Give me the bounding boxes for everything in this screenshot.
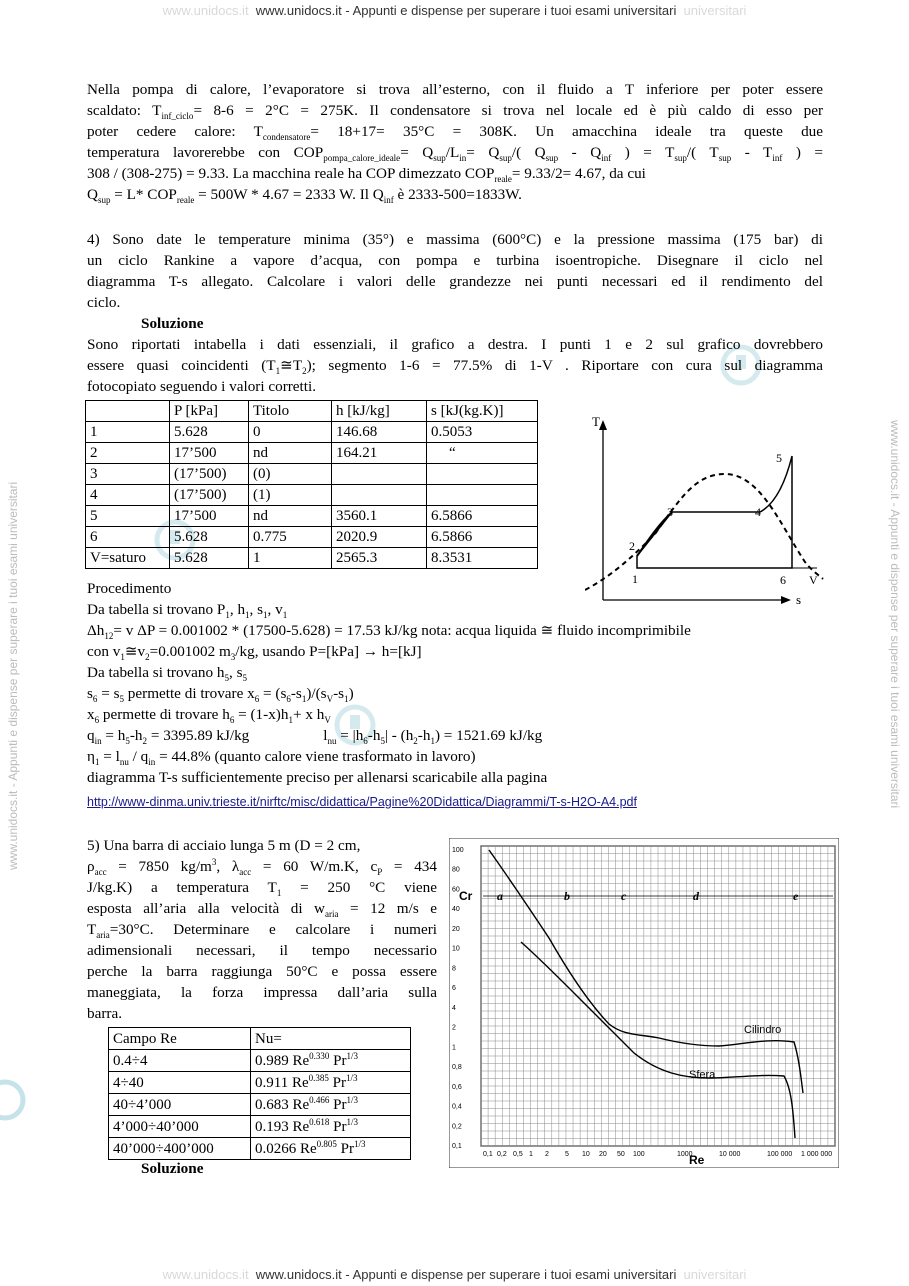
procedure-line-6: $x_6$ permette di trovare $h_6 = (1-x)h_1+ x$ $h_V$ xyxy=(87,706,331,726)
x-tick-label: 0,5 xyxy=(513,1151,523,1158)
ex5-line-3: J/kg.K) a temperatura $T_1 = 250$ °C viene xyxy=(87,879,437,899)
ex5-line-9: barra. xyxy=(87,1005,122,1022)
table-header-cell: P [kPa] xyxy=(170,401,249,422)
region-label-c: c xyxy=(621,889,627,903)
table-row xyxy=(86,485,538,506)
point-label-v: V xyxy=(809,573,818,587)
table-cell: 4÷40 xyxy=(109,1072,251,1094)
y-tick-label: 0,4 xyxy=(452,1103,462,1111)
rankine-table xyxy=(85,400,538,569)
sphere-label: Sfera xyxy=(689,1069,716,1081)
table-cell: 164.21 xyxy=(332,443,427,464)
t-axis-arrow-icon xyxy=(599,420,607,430)
y-tick-label: 80 xyxy=(452,866,460,874)
table-cell: 5 xyxy=(86,506,170,527)
ex5-line-5: $T_{aria}=30^\circ C$. Determinare e calcolare i numeri xyxy=(87,921,437,941)
table-cell: 0.4÷4 xyxy=(109,1050,251,1072)
table-cell: 5.628 xyxy=(170,548,249,569)
intro-line-1: Nella pompa di calore, l’evaporatore si trova all’esterno, con il fluido a T inferiore per poter essere xyxy=(87,81,823,98)
table-cell: 6.5866 xyxy=(427,506,538,527)
point-label-3: 3 xyxy=(667,505,673,519)
intro-line-4: temperatura lavorerebbe con $COP_{pompa\_calore\_ideale}= Q_{sup}/L_{in}= Q_{sup}/$( $Q_{sup} - Q_{inf}$ ) = $T_{sup}/$( $T_{sup} - T_{inf}$ ) = xyxy=(87,144,824,164)
table-header-row xyxy=(86,401,538,422)
table-row xyxy=(109,1116,411,1138)
intro-line-2: scaldato: $T_{inf\_ciclo}= 8-6 = 2^\circ C = 275K$. Il condensatore si trova nel locale ed è più caldo di esso per xyxy=(87,102,824,122)
ex5-question xyxy=(87,835,437,1024)
table-row xyxy=(86,422,538,443)
table-cell: 1 xyxy=(86,422,170,443)
y-axis-label: Cr xyxy=(459,889,473,903)
table-cell xyxy=(427,464,538,485)
table-cell: 4’000÷40’000 xyxy=(109,1116,251,1138)
table-cell: (17’500) xyxy=(170,485,249,506)
table-cell: 1 xyxy=(249,548,332,569)
drag-coefficient-chart xyxy=(449,838,839,1168)
table-cell: 3 xyxy=(86,464,170,485)
table-cell: 146.68 xyxy=(332,422,427,443)
intro-line-3: poter cedere calore: $T_{condensatore}= 18+17= 35^\circ C = 308K$. Un amacchina ideale tra queste due xyxy=(87,123,823,143)
footer-text: www.unidocs.it - Appunti e dispense per superare i tuoi esami universitari xyxy=(255,1267,677,1282)
y-tick-label: 2 xyxy=(452,1024,456,1032)
table-row xyxy=(86,464,538,485)
region-label-e: e xyxy=(793,889,799,903)
y-tick-label: 40 xyxy=(452,906,460,914)
x-tick-label: 5 xyxy=(565,1151,569,1158)
x-tick-label: 10 000 xyxy=(719,1151,741,1158)
unidocs-logo-icon xyxy=(0,1070,30,1130)
y-tick-label: 0,6 xyxy=(452,1083,462,1091)
intro-paragraph xyxy=(87,79,823,205)
procedure-line-2: $\Delta h_{12}= v$ ΔP = 0.001002 * (17500-5.628) = 17.53 kJ/kg nota: acqua liquida ≅ fluido incomprimibile xyxy=(87,622,691,642)
y-tick-label: 0,1 xyxy=(452,1143,462,1150)
y-tick-label: 100 xyxy=(452,847,464,854)
x-tick-label: 20 xyxy=(599,1151,607,1158)
region-label-a: a xyxy=(497,889,503,903)
procedure-line-7: $q_{in} = h_5-h_2 = 3395.89$ kJ/kg $l_{nu} = |h_6-h_5| - (h_2-h_1) = 1521.69$ kJ/kg xyxy=(87,727,543,747)
y-tick-label: 6 xyxy=(452,985,456,993)
table-cell: 8.3531 xyxy=(427,548,538,569)
table-row xyxy=(86,506,538,527)
y-tick-label: 10 xyxy=(452,945,460,953)
nusselt-table xyxy=(108,1027,411,1160)
ex5-line-4: esposta all’aria alla velocità di $w_{aria} = 12$ m/s e xyxy=(87,900,438,920)
table-cell: 3560.1 xyxy=(332,506,427,527)
ex4-question xyxy=(87,229,823,313)
table-header-cell: h [kJ/kg] xyxy=(332,401,427,422)
table-header-cell: Campo Re xyxy=(109,1028,251,1050)
table-cell: 5.628 xyxy=(170,527,249,548)
ex5-line-2: $\rho_{acc} = 7850$ $kg/m^3$, $\lambda_{acc} = 60$ W/m.K, $c_P = 434$ xyxy=(87,856,437,878)
ex4-solution-text xyxy=(87,334,823,397)
ex4-procedure xyxy=(87,578,827,788)
table-cell: (1) xyxy=(249,485,332,506)
ex5-line-1: 5) Una barra di acciaio lunga 5 m (D = 2 cm, xyxy=(87,837,361,854)
table-header-cell: Titolo xyxy=(249,401,332,422)
table-cell: 0.5053 xyxy=(427,422,538,443)
x-tick-label: 2 xyxy=(545,1151,549,1158)
t-axis-label: T xyxy=(592,414,600,429)
intro-line-6: $Q_{sup} = L*$ $COP_{reale} = 500W * 4.67 = 2333$ W. Il $Q_{inf}$ è 2333-500=1833W. xyxy=(87,186,522,206)
ex4-s-line-2: essere quasi coincidenti $(T_1≅T_2)$; segmento 1-6 = 77.5% di 1-V . Riportare con cura sul diagramma xyxy=(87,357,823,377)
x-tick-label: 1 000 000 xyxy=(801,1151,833,1158)
table-cell: 0.911 $Re^{0.385}$ $Pr^{1/3}$ xyxy=(251,1072,411,1094)
table-cell: 17’500 xyxy=(170,506,249,527)
ex4-q-line-1: 4) Sono date le temperature minima (35°) e massima (600°C) e la pressione massima (175 bar) di xyxy=(87,231,823,248)
ex5-line-7: perche la barra raggiunga 50°C e possa essere xyxy=(87,963,437,980)
s-axis-label: s xyxy=(796,592,802,607)
table-cell: 4 xyxy=(86,485,170,506)
x-tick-label: 0,1 xyxy=(483,1151,493,1158)
table-cell: 5.628 xyxy=(170,422,249,443)
table-cell: 0.0266 $Re^{0.805}$ $Pr^{1/3}$ xyxy=(251,1138,411,1160)
region-label-d: d xyxy=(693,889,699,903)
table-cell: 40’000÷400’000 xyxy=(109,1138,251,1160)
procedure-line-3: con $v_1≅v_2=0.001002$ $m_3/kg$, usando P=[kPa] → h=[kJ] xyxy=(87,643,422,663)
table-cell: nd xyxy=(249,443,332,464)
table-cell: 2565.3 xyxy=(332,548,427,569)
ts-diagram-download-link[interactable]: http://www-dinma.univ.trieste.it/nirftc/misc/didattica/Pagine%20Didattica/Diagrammi/T-s-H2O-A4.pdf xyxy=(87,795,637,809)
cylinder-label: Cilindro xyxy=(744,1024,782,1036)
point-label-1: 1 xyxy=(632,572,638,586)
left-side-watermark: www.unidocs.it - Appunti e dispense per superare i tuoi esami universitari xyxy=(6,481,20,870)
procedure-title: Procedimento xyxy=(87,580,172,597)
x-tick-label: 50 xyxy=(617,1151,625,1158)
header-text: www.unidocs.it - Appunti e dispense per superare i tuoi esami universitari xyxy=(255,3,677,18)
chart-grid xyxy=(481,846,835,1146)
x-tick-label: 100 xyxy=(633,1151,645,1158)
y-tick-label: 8 xyxy=(452,965,456,973)
table-cell: nd xyxy=(249,506,332,527)
x-tick-label: 10 xyxy=(582,1151,590,1158)
table-row xyxy=(86,527,538,548)
y-tick-label: 4 xyxy=(452,1004,456,1012)
table-row xyxy=(109,1050,411,1072)
procedure-line-9: diagramma T-s sufficientemente preciso per allenarsi scaricabile alla pagina xyxy=(87,769,548,786)
y-tick-label: 0,8 xyxy=(452,1064,462,1072)
ex4-s-line-3: fotocopiato seguendo i valori corretti. xyxy=(87,378,317,395)
point-label-6: 6 xyxy=(780,573,786,587)
x-tick-label: 1000 xyxy=(677,1151,693,1158)
procedure-line-4: Da tabella si trovano $h_5$, $s_5$ xyxy=(87,664,248,684)
ex4-s-line-1: Sono riportati intabella i dati essenziali, il grafico a destra. I punti 1 e 2 sul grafico dovrebbero xyxy=(87,336,823,353)
right-side-watermark: www.unidocs.it - Appunti e dispense per superare i tuoi esami universitari xyxy=(888,420,902,809)
table-header-cell: s [kJ(kg.K)] xyxy=(427,401,538,422)
table-cell: 6.5866 xyxy=(427,527,538,548)
table-header-cell: Nu= xyxy=(251,1028,411,1050)
table-cell xyxy=(332,485,427,506)
table-cell: 0.193 $Re^{0.618}$ $Pr^{1/3}$ xyxy=(251,1116,411,1138)
table-cell: 17’500 xyxy=(170,443,249,464)
table-cell: (17’500) xyxy=(170,464,249,485)
intro-line-5: 308 / (308-275) = 9.33. La macchina reale ha COP dimezzato $COP_{reale}= 9.33/2= 4.67$, da cui xyxy=(87,165,646,185)
table-cell: “ xyxy=(427,443,538,464)
table-row xyxy=(86,443,538,464)
page-footer xyxy=(0,1264,909,1286)
table-row xyxy=(109,1138,411,1160)
table-row xyxy=(86,548,538,569)
region-label-b: b xyxy=(564,889,570,903)
table-row xyxy=(109,1094,411,1116)
page-header xyxy=(0,0,909,22)
ex5-line-8: maneggiata, la forza impressa dall’aria sulla xyxy=(87,984,437,1001)
ex4-q-line-4: ciclo. xyxy=(87,294,121,311)
footer-ghost-right: universitari xyxy=(676,1267,747,1282)
table-header-row xyxy=(109,1028,411,1050)
table-cell: 2 xyxy=(86,443,170,464)
table-cell: 0.683 $Re^{0.466}$ $Pr^{1/3}$ xyxy=(251,1094,411,1116)
table-cell: 0.989 $Re^{0.330}$ $Pr^{1/3}$ xyxy=(251,1050,411,1072)
procedure-line-8: $\eta_1 = l_{nu} / q_{in} = 44.8\%$ (quanto calore viene trasformato in lavoro) xyxy=(87,748,476,768)
ex5-solution-heading: Soluzione xyxy=(141,1160,204,1177)
y-tick-label: 20 xyxy=(452,925,460,933)
table-row xyxy=(109,1072,411,1094)
header-ghost-right: universitari xyxy=(676,3,747,18)
table-cell: 0 xyxy=(249,422,332,443)
table-cell: 6 xyxy=(86,527,170,548)
table-cell: V=saturo xyxy=(86,548,170,569)
y-tick-label: 0,2 xyxy=(452,1123,462,1131)
x-axis-label: Re xyxy=(689,1153,705,1167)
table-header-cell xyxy=(86,401,170,422)
y-tick-label: 1 xyxy=(452,1044,456,1052)
table-cell: 2020.9 xyxy=(332,527,427,548)
x-tick-label: 100 000 xyxy=(767,1151,793,1158)
rankine-cycle xyxy=(637,456,792,568)
x-tick-label: 0,2 xyxy=(497,1151,507,1158)
ex5-line-6: adimensionali necessari, il tempo necessario xyxy=(87,942,437,959)
saturation-dome xyxy=(585,474,823,590)
ex4-q-line-2: un ciclo Rankine a vapore d’acqua, con pompa e turbina isoentropiche. Disegnare il ciclo nel xyxy=(87,252,823,269)
ex4-solution-heading: Soluzione xyxy=(141,315,204,332)
header-ghost: www.unidocs.it xyxy=(162,3,256,18)
procedure-line-5: $s_6 = s_5$ permette di trovare $x_6 = (s_6-s_1)/(s_V-s_1)$ xyxy=(87,685,354,705)
point-label-4: 4 xyxy=(755,505,761,519)
point-label-5: 5 xyxy=(776,451,782,465)
table-cell: 40÷4’000 xyxy=(109,1094,251,1116)
footer-ghost: www.unidocs.it xyxy=(162,1267,256,1282)
ex4-q-line-3: diagramma T-s allegato. Calcolare i valori delle grandezze nei punti necessari ed il rendimento del xyxy=(87,273,823,290)
point-label-2: 2 xyxy=(629,539,635,553)
table-cell: (0) xyxy=(249,464,332,485)
table-cell xyxy=(332,464,427,485)
table-cell: 0.775 xyxy=(249,527,332,548)
procedure-line-1: Da tabella si trovano $P_1$, $h_1$, $s_1$, $v_1$ xyxy=(87,601,288,621)
table-cell xyxy=(427,485,538,506)
y-tick-label: 60 xyxy=(452,886,460,894)
x-tick-label: 1 xyxy=(529,1151,533,1158)
